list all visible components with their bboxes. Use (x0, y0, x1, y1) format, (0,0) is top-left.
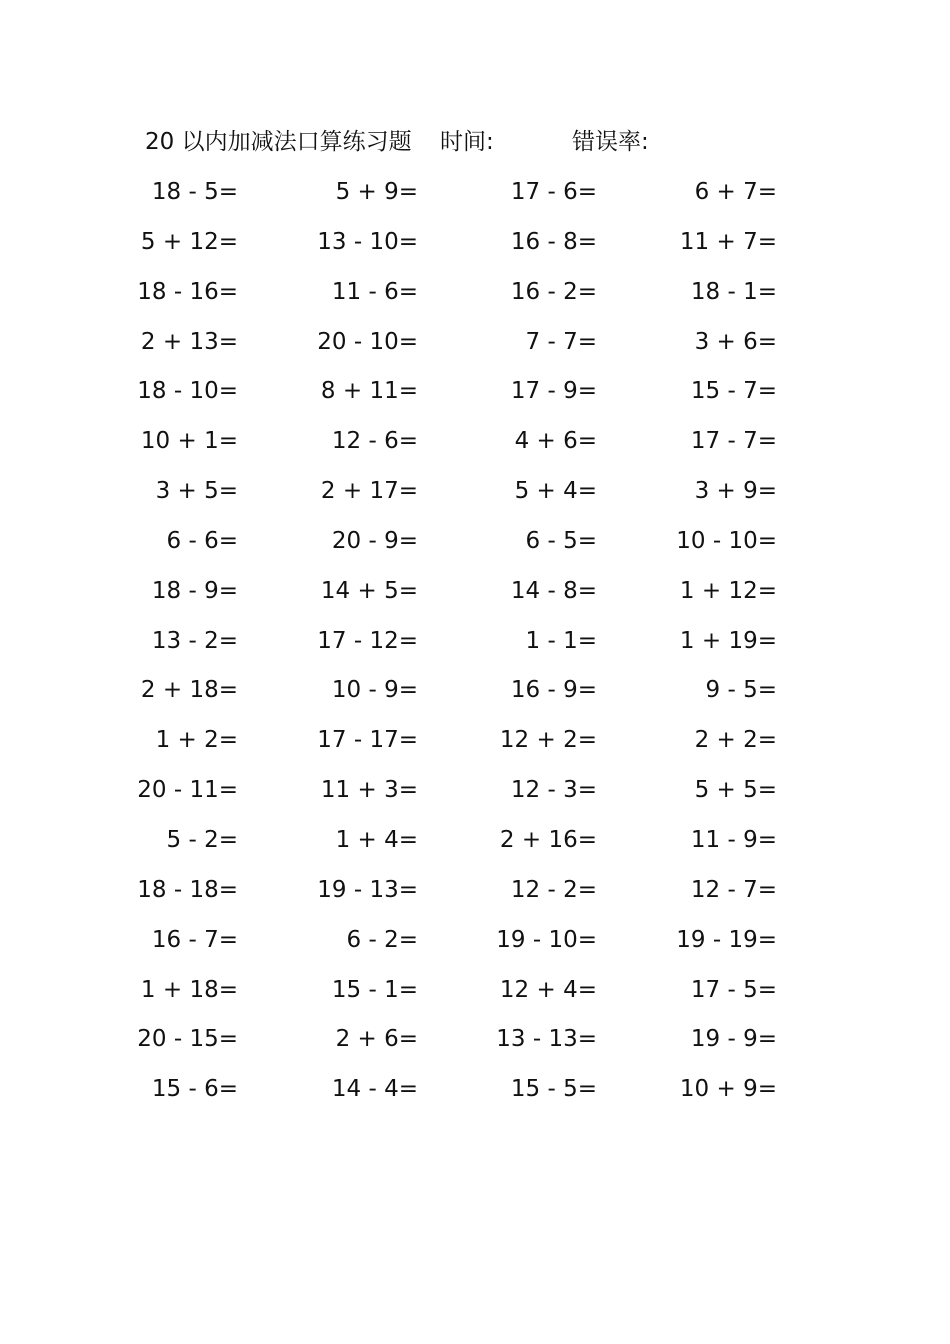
math-problem: 15 - 7= (690, 378, 777, 405)
math-problem: 16 - 8= (510, 228, 597, 255)
math-problem: 12 - 3= (510, 777, 597, 804)
math-problem: 1 - 1= (525, 627, 597, 654)
math-problem: 10 - 10= (676, 527, 777, 554)
math-problem: 12 - 6= (331, 428, 418, 455)
math-problem: 2 + 6= (335, 1026, 418, 1053)
math-problem: 6 + 7= (694, 179, 777, 205)
math-problem: 8 + 11= (320, 378, 418, 405)
math-problem: 16 - 2= (510, 278, 597, 305)
problem-row (0, 571, 950, 621)
math-problem: 14 + 5= (320, 577, 418, 604)
math-problem: 3 + 6= (694, 328, 777, 355)
math-problem: 16 - 7= (151, 926, 238, 953)
math-problem: 18 - 16= (137, 278, 238, 305)
math-problem: 5 - 2= (166, 826, 238, 853)
math-problem: 3 + 5= (155, 478, 238, 505)
math-problem: 18 - 10= (137, 378, 238, 405)
problem-row (0, 521, 950, 571)
math-problem: 16 - 9= (510, 677, 597, 704)
math-problem: 9 - 5= (705, 677, 777, 704)
problem-row (0, 322, 950, 372)
math-problem: 18 - 18= (137, 876, 238, 903)
math-problem: 2 + 18= (140, 677, 238, 704)
math-problem: 6 - 5= (525, 527, 597, 554)
math-problem: 20 - 10= (317, 328, 418, 355)
math-problem: 5 + 9= (335, 179, 418, 205)
problem-row (0, 820, 950, 870)
math-problem: 1 + 19= (679, 627, 777, 654)
math-problem: 10 - 9= (331, 677, 418, 704)
math-problem: 12 + 2= (499, 727, 597, 754)
math-problem: 19 - 19= (676, 926, 777, 953)
problem-row (0, 1069, 950, 1119)
problem-row (0, 371, 950, 421)
problem-row (0, 272, 950, 322)
math-problem: 7 - 7= (525, 328, 597, 355)
error-rate-label: 错误率: (572, 129, 649, 155)
math-problem: 2 + 17= (320, 478, 418, 505)
math-problem: 12 + 4= (499, 976, 597, 1003)
math-problem: 1 + 18= (140, 976, 238, 1003)
math-problem: 5 + 4= (514, 478, 597, 505)
math-problem: 11 - 6= (331, 278, 418, 305)
problem-row (0, 172, 950, 222)
math-problem: 11 + 3= (320, 777, 418, 804)
math-problem: 17 - 6= (510, 179, 597, 205)
math-problem: 1 + 2= (155, 727, 238, 754)
math-problem: 11 + 7= (679, 228, 777, 255)
time-label: 时间: (440, 129, 494, 155)
problem-row (0, 471, 950, 521)
math-problem: 18 - 1= (690, 278, 777, 305)
math-problem: 13 - 2= (151, 627, 238, 654)
math-problem: 6 - 6= (166, 527, 238, 554)
math-problem: 12 - 2= (510, 876, 597, 903)
math-problem: 14 - 4= (331, 1076, 418, 1103)
math-problem: 12 - 7= (690, 876, 777, 903)
math-problem: 5 + 5= (694, 777, 777, 804)
math-problem: 13 - 10= (317, 228, 418, 255)
math-problem: 6 - 2= (346, 926, 418, 953)
math-problem: 18 - 9= (151, 577, 238, 604)
math-problem: 15 - 1= (331, 976, 418, 1003)
worksheet-title: 20 以内加减法口算练习题 (145, 129, 412, 155)
math-problem: 10 + 9= (679, 1076, 777, 1103)
math-problem: 17 - 7= (690, 428, 777, 455)
math-problem: 10 + 1= (140, 428, 238, 455)
math-problem: 11 - 9= (690, 826, 777, 853)
problem-row (0, 670, 950, 720)
problem-row (0, 1019, 950, 1069)
problem-row (0, 770, 950, 820)
problem-row (0, 222, 950, 272)
math-problem: 19 - 10= (496, 926, 597, 953)
math-problem: 13 - 13= (496, 1026, 597, 1053)
math-problem: 18 - 5= (151, 179, 238, 205)
problem-row (0, 421, 950, 471)
math-problem: 20 - 11= (137, 777, 238, 804)
math-problem: 14 - 8= (510, 577, 597, 604)
problem-row (0, 870, 950, 920)
math-problem: 4 + 6= (514, 428, 597, 455)
math-problem: 1 + 12= (679, 577, 777, 604)
problem-grid (0, 172, 950, 1119)
problem-row (0, 720, 950, 770)
math-problem: 17 - 9= (510, 378, 597, 405)
math-problem: 17 - 12= (317, 627, 418, 654)
math-problem: 3 + 9= (694, 478, 777, 505)
math-problem: 15 - 5= (510, 1076, 597, 1103)
math-problem: 17 - 5= (690, 976, 777, 1003)
math-problem: 2 + 16= (499, 826, 597, 853)
math-problem: 2 + 2= (694, 727, 777, 754)
math-problem: 20 - 15= (137, 1026, 238, 1053)
problem-row (0, 621, 950, 671)
math-problem: 15 - 6= (151, 1076, 238, 1103)
problem-row (0, 920, 950, 970)
math-problem: 20 - 9= (331, 527, 418, 554)
math-problem: 17 - 17= (317, 727, 418, 754)
math-problem: 19 - 13= (317, 876, 418, 903)
math-problem: 5 + 12= (140, 228, 238, 255)
math-problem: 19 - 9= (690, 1026, 777, 1053)
math-problem: 2 + 13= (140, 328, 238, 355)
problem-row (0, 970, 950, 1020)
math-problem: 1 + 4= (335, 826, 418, 853)
